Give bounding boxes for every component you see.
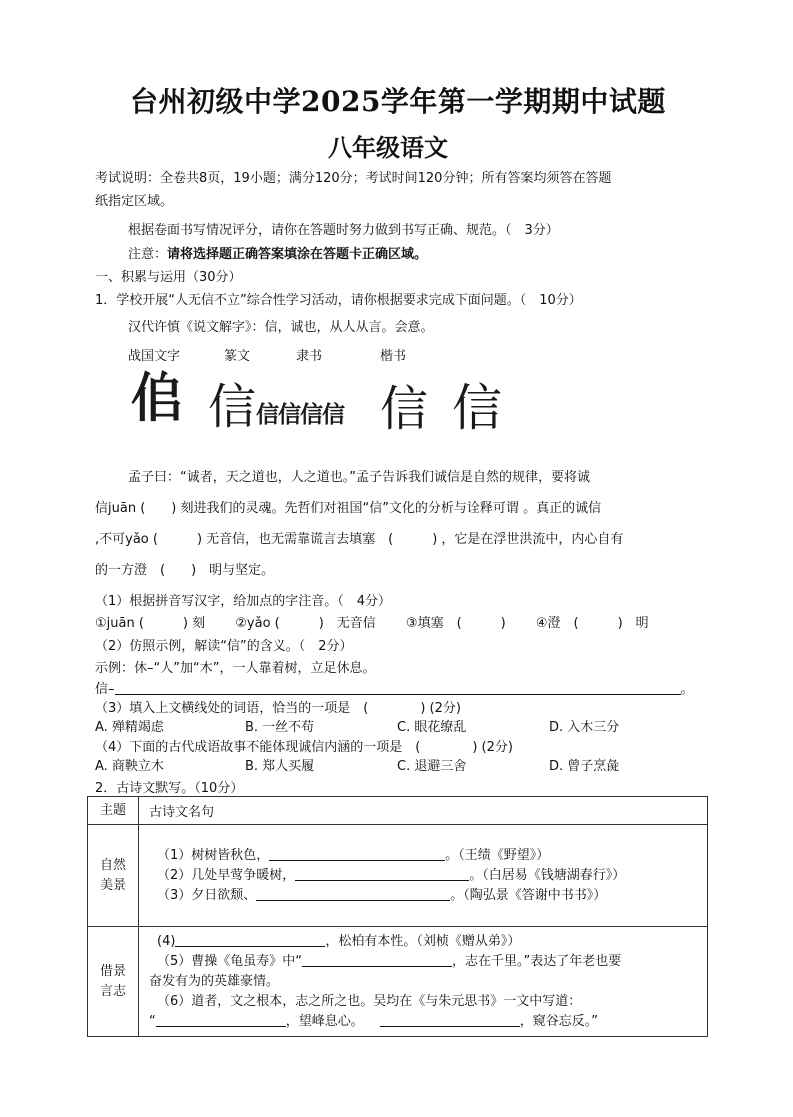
poem-line-1 [157,846,707,866]
poem-line-6-blanks [149,1012,707,1032]
q1-sub1-stem: （1）根据拼音写汉字，给加点的字注音。（ 4分） [95,594,392,609]
q1-sub3-option-b[interactable]: B. 一丝不苟 [245,720,315,735]
q1-sub3-stem: （3）填入上文横线处的词语，恰当的一项是 ( ) (2分) [95,701,461,716]
q1-sub4-option-b[interactable]: B. 郑人买履 [245,759,315,774]
q2-stem: 2．古诗文默写。（10分） [95,781,244,796]
fill-blank[interactable] [302,952,452,967]
fill-blank[interactable] [269,846,445,861]
q1-sub2-stem: （2）仿照示例，解读“信”的含义。（ 2分） [95,639,353,654]
poem-line-3 [157,886,707,906]
passage-line-4: 的一方澄 ( ) 明与坚定。 [95,563,275,578]
line-text: ，窥谷忘反。” [519,1013,599,1029]
handwriting-note: 根据卷面书写情况评分，请你在答题时努力做到书写正确、规范。（ 3分） [128,223,559,238]
script-label-clerical: 隶书 [296,349,323,364]
theme-label: 借景言志 [100,963,127,999]
theme-ambition [88,927,139,1037]
nature-lines [139,825,708,927]
poem-line-4 [149,932,707,952]
theme-label: 自然美景 [100,857,127,893]
q1-sub3-option-a[interactable]: A. 殚精竭虑 [95,720,164,735]
notice-prefix: 注意： [128,247,168,262]
table-header-lines: 古诗文名句 [139,797,708,825]
line-text: 。（陶弘景《答谢中书书》） [450,887,607,903]
line-text: （1）树树皆秋色， [157,847,270,863]
line-text: ，松柏有本性。（刘桢《赠从弟》） [325,933,521,949]
q1-sub3-option-d[interactable]: D. 入木三分 [549,720,620,735]
theme-nature [88,825,139,927]
fill-blank[interactable] [175,932,325,947]
exam-subtitle: 八年级语文 [328,133,448,162]
line-text: （5）曹操《龟虽寿》中“ [157,953,303,969]
line-text: ，志在千里。”表达了年老也要 [452,953,622,969]
table-row [88,825,708,927]
fill-blank[interactable] [295,866,469,881]
script-label-warring-states: 战国文字 [128,349,181,364]
line-text: 。（王绩《野望》） [445,847,550,863]
answer-blank[interactable] [115,680,681,695]
fill-blank[interactable] [156,1012,286,1027]
poem-line-2 [157,866,707,886]
answer-prefix: 信– [95,682,115,697]
script-label-seal: 篆文 [224,349,251,364]
line-text: (4) [157,933,176,949]
notice-bold-text: 请将选择题正确答案填涂在答题卡正确区域。 [167,247,428,262]
q1-sub2-example: 示例：休–“人”加“木”，一人靠着树，立足休息。 [95,661,376,676]
intro-line-1: 考试说明：全卷共8页，19小题；满分120分；考试时间120分钟；所有答案均须答在答题 [95,171,612,186]
fill-blank[interactable] [256,886,450,901]
line-text: ，望峰息心。 [285,1013,364,1029]
passage-line-2: 信juān ( ) 刻进我们的灵魂。先哲们对祖国“信”文化的分析与诠释可谓 。真正的诚信 [95,501,602,516]
poem-line-5-cont: 奋发有为的英雄豪情。 [149,973,280,989]
line-text: “ [149,1013,156,1029]
table-header-theme: 主题 [88,797,139,825]
notice-line [128,243,427,262]
line-text: （3）夕日欲颓、 [157,887,257,903]
q1-sub4-option-d[interactable]: D. 曾子烹彘 [549,759,620,774]
answer-suffix: 。 [680,682,694,697]
exam-title: 台州初级中学2025学年第一学期期中试题 [130,85,666,118]
glyph-regular-1: 信 [380,381,429,437]
table-header-row [88,797,708,825]
glyph-regular-2: 信 [452,379,502,437]
intro-line-2: 纸指定区域。 [95,194,174,209]
poetry-table [87,796,708,1037]
table-row [88,927,708,1037]
poem-line-5 [149,952,707,972]
ambition-lines [139,927,708,1037]
q1-stem: 1．学校开展“人无信不立”综合性学习活动，请你根据要求完成下面问题。（ 10分） [95,293,582,308]
q1-sub4-option-c[interactable]: C. 退避三舍 [397,759,467,774]
line-text: （2）几处早莺争暖树， [157,867,296,883]
q1-sub1-items: ①juān ( ) 刻 ②yǎo ( ) 无音信 ③填塞 ( ) ④澄 ( ) 明 [95,616,649,631]
line-text: 。（白居易《钱塘湖春行》） [469,867,626,883]
passage-line-3: ,不可yǎo ( ) 无音信，也无需靠谎言去填塞 ( ) ，它是在浮世洪流中，内心自有 [95,532,624,547]
glyph-warring-states: 𠈆 [130,366,184,430]
section-heading: 一、积累与运用（30分） [95,270,242,285]
q1-shuowen: 汉代许慎《说文解字》：信，诚也，从人从言。会意。 [128,320,434,335]
q1-sub3-option-c[interactable]: C. 眼花缭乱 [397,720,467,735]
q1-sub4-option-a[interactable]: A. 商鞅立木 [95,759,164,774]
q1-sub4-stem: （4）下面的古代成语故事不能体现诚信内涵的一项是 ( ) (2分) [95,740,513,755]
glyph-seal: 信 [208,379,257,435]
script-label-regular: 楷书 [380,349,407,364]
passage-line-1: 孟子曰：“诚者，天之道也，人之道也。”孟子告诉我们诚信是自然的规律，要将诚 [128,470,590,485]
poem-line-6: （6）道者，文之根本，志之所之也。吴均在《与朱元思书》一文中写道： [157,993,582,1009]
q1-sub2-answer-line [95,678,694,697]
glyph-clerical-variants: 信信信信 [256,401,344,428]
fill-blank[interactable] [380,1012,520,1027]
